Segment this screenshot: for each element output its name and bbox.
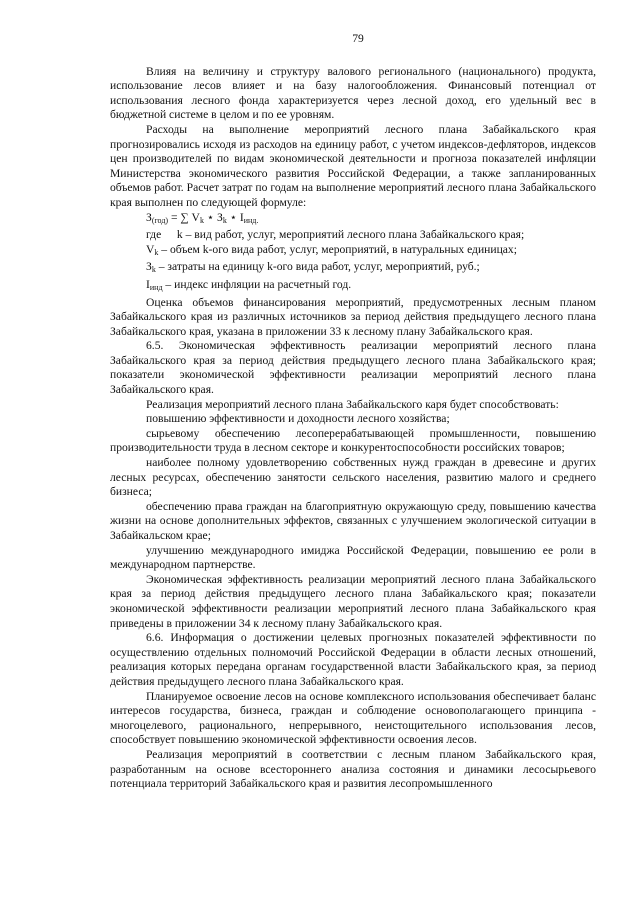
- paragraph-planned-development: Планируемое освоение лесов на основе комплексного использования обеспечивает баланс интересов государства, бизнеса, граждан и соблюдение основополагающего принципа - многоцелевого, рационального, непрерывного, неистощительного использования лесов, способствует повышению экономической эффективности освоения лесов.: [110, 689, 596, 747]
- paragraph-gross-product: Влияя на величину и структуру валового регионального (национального) продукта, использование лесов влияет и на базу налогообложения. Финансовый потенциал от использования лесного фонда характеризуется через лесной доход, его удельный вес в бюджетной системе в целом и по ее уровням.: [110, 64, 596, 122]
- where-k: где k – вид работ, услуг, мероприятий лесного плана Забайкальского края;: [146, 228, 525, 242]
- where-z: $З_k$ – затраты на единицу k-ого вида работ, услуг, мероприятий, руб.;: [146, 260, 480, 275]
- list-item-needs: наиболее полному удовлетворению собственных нужд граждан в древесине и других лесных ресурсах, обеспечению занятости сельского населения, развитию малого и среднего бизнеса;: [110, 456, 596, 499]
- paragraph-implementation-intro: Реализация мероприятий лесного плана Забайкальского каря будет способствовать:: [146, 397, 559, 411]
- paragraph-implementation-final: Реализация мероприятий в соответствии с лесным планом Забайкальского края, разработанным на основе всестороннего анализа состояния и динамики лесосырьевого потенциала территорий Забайкальского края и развития лесопромышленного: [110, 747, 596, 791]
- list-item-raw-materials: сырьевому обеспечению лесоперерабатывающей промышленности, повышению производительности труда в лесном секторе и конкурентоспособности российских товаров;: [110, 426, 596, 455]
- paragraph-funding-estimate: Оценка объемов финансирования мероприятий, предусмотренных лесным планом Забайкальского края из различных источников за период действия предыдущего лесного плана Забайкальского края, указана в приложении 33 к лесному плану Забайкальского края.: [110, 295, 596, 338]
- page-number: 79: [352, 32, 364, 45]
- list-item-environment: обеспечению права граждан на благоприятную окружающую среду, повышению качества жизни на основе дополнительных эффектов, связанных с улучшением экологической ситуации в Забайкальском крае;: [110, 499, 596, 542]
- cost-formula: $З_{(год)}$ = ∑ $V_k$ ⋆ $З_k$ ⋆ $I_{инд.}$: [146, 210, 259, 225]
- section-6-6-heading: 6.6. Информация о достижении целевых прогнозных показателей эффективности по осуществлению отдельных полномочий Российской Федерации в области лесных отношений, реализация которых передана органам государственной власти Забайкальского края, за период действия предыдущего лесного плана Забайкальского края.: [110, 631, 596, 688]
- paragraph-expenses: Расходы на выполнение мероприятий лесного плана Забайкальского края прогнозировались исходя из расходов на единицу работ, с учетом индексов-дефляторов, индексов цен производителей по видам экономической деятельности и прогноза показателей инфляции Министерства экономического развития Российской Федерации, а также запланированных объемов работ. Расчет затрат по годам на выполнение мероприятий лесного плана Забайкальского края выполнен по следующей формуле:: [110, 122, 596, 209]
- section-6-5-heading: 6.5. Экономическая эффективность реализации мероприятий лесного плана Забайкальского края за период действия предыдущего лесного плана Забайкальского края; показатели экономической эффективности реализации мероприятий лесного плана Забайкальского края.: [110, 339, 596, 397]
- where-i: $I_{инд}$ – индекс инфляции на расчетный год.: [146, 277, 352, 292]
- paragraph-economic-efficiency: Экономическая эффективность реализации мероприятий лесного плана Забайкальского края за период действия предыдущего лесного плана Забайкальского края; показатели экономической эффективности реализации мероприятий лесного плана Забайкальского края приведены в приложении 34 к лесному плану Забайкальского края.: [110, 572, 596, 630]
- list-item-image: улучшению международного имиджа Российской Федерации, повышению ее роли в международном партнерстве.: [110, 543, 596, 572]
- where-v: $V_k$ – объем k-ого вида работ, услуг, мероприятий, в натуральных единицах;: [146, 242, 517, 257]
- list-item-efficiency: повышению эффективности и доходности лесного хозяйства;: [146, 412, 450, 426]
